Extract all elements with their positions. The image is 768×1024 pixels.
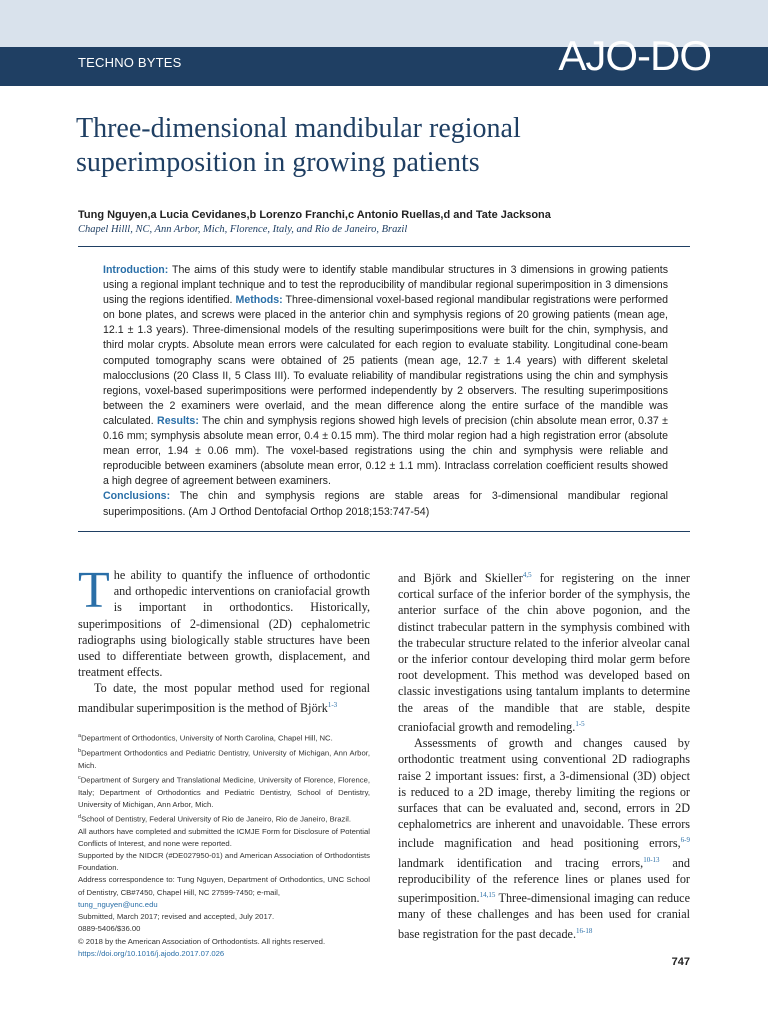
drop-cap: T	[78, 562, 110, 619]
email-link[interactable]: tung_nguyen@unc.edu	[78, 899, 158, 909]
abstract-intro-text: The aims of this study were to identify stable mandibular structures in 3 dimensions in growing patients using a regional implant technique and to test the reproducibility of mandibular regional superimposition in 3 dimensions using the regions identified.	[103, 264, 668, 307]
abstract-conclusions-text: The chin and symphysis regions are stable areas for 3-dimensional mandibular regional superimpositions. (Am J Orthod Dentofacial Orthop 2018;153:747-54)	[103, 490, 668, 518]
journal-banner	[0, 0, 768, 86]
footnote: $^d$School of Dentistry, Federal University of Rio de Janeiro, Rio de Janeiro, Brazil.	[78, 813, 351, 824]
divider	[78, 246, 690, 247]
divider	[78, 531, 690, 532]
citation-link[interactable]: 14,15	[479, 891, 496, 900]
footnote: Address correspondence to: Tung Nguyen, Department of Orthodontics, UNC School of Dentistry, CB#7450, Chapel Hill, NC 27599-7450; e-mail, tung_nguyen@unc.edu	[78, 875, 370, 909]
abstract-conclusions-label: Conclusions:	[103, 490, 171, 503]
footnotes	[78, 730, 370, 960]
doi-link[interactable]: https://doi.org/10.1016/j.ajodo.2017.07.026	[78, 948, 225, 958]
body-paragraph: and Björk and Skieller$^{4,5}$ for registering on the inner cortical surface of the inferior border of the symphysis, the anterior surface of the chin above pogonion, and the distinct trabecular pattern in the symphysis combined with the trabecular structure related to the inferior alveolar canal or the inferior contour developing third molar germ before root development. This method was developed based on classic investigations using tantalum implants to determine the areas of the mandible that are stable, despite craniofacial growth and remodeling.$^{1-5}$	[398, 571, 690, 734]
citation-link[interactable]: 4,5	[522, 571, 532, 579]
abstract-methods-text: Three-dimensional voxel-based regional mandibular registrations were performed on bone plates, and screws were placed in the anterior chin and symphysis regions of 20 growing patients (mean age, 12.1 ± 1.3 years). Three-dimensional models of the resulting superimpositions were built for the chin, symphysis, and third molar crypts. Absolute mean errors were calculated for each region to evaluate stability. Longitudinal cone-beam computed tomography scans were obtained of 25 patients (mean age, 12.7 ± 1.4 years) with different skeletal malocclusions (20 Class II, 5 Class III). To evaluate reliability of mandibular registrations using the chin and symphysis regions, voxel-based superimpositions were performed independently by 2 observers. The resulting superimpositions between the 2 examiners were overlaid, and the mean difference along the entire surface of the mandible was calculated.	[103, 294, 668, 427]
paragraph-text: To date, the most popular method used for regional mandibular superimposition is the method of Björk	[78, 681, 370, 715]
authors-text: Tung Nguyen,a Lucia Cevidanes,b Lorenzo Franchi,c Antonio Ruellas,d and Tate Jacksona	[78, 209, 551, 221]
citation-link[interactable]: 1-3	[327, 700, 338, 709]
footnote: 0889-5406/$36.00	[78, 924, 141, 934]
author-list	[78, 209, 678, 221]
abstract-methods-label: Methods:	[235, 294, 283, 307]
citation-link[interactable]: 1-5	[575, 719, 585, 728]
article-title: Three-dimensional mandibular regional superimposition in growing patients	[76, 113, 521, 178]
footnote: $^b$Department Orthodontics and Pediatric Dentistry, University of Michigan, Ann Arbor, Mich.	[78, 747, 370, 770]
page-number: 747	[671, 956, 690, 968]
journal-logo: AJO-DO	[558, 32, 711, 79]
paragraph-text: he ability to quantify the influence of orthodontic and orthopedic interventions on craniofacial growth is important in orthodontics. Historically, superimpositions of 2-dimensional (2D) cephalometric radiographs using biologically stable structures have been used to differentiate between growth, displacement, and treatment effects.	[78, 568, 370, 680]
footnote: © 2018 by the American Association of Orthodontists. All rights reserved.	[78, 936, 326, 946]
footnote: Submitted, March 2017; revised and accepted, July 2017.	[78, 912, 275, 922]
footnote: $^a$Department of Orthodontics, University of North Carolina, Chapel Hill, NC.	[78, 733, 333, 743]
body-right-column	[398, 567, 690, 942]
body-paragraph: Assessments of growth and changes caused by orthodontic treatment using conventional 2D radiographs raise 2 important issues: first, a 3-dimensional (3D) object is reduced to a 2D image, thereby limiting the regions or surfaces that can be evaluated and, second, errors in 2D cephalometrics are inherent and unavoidable. These errors include magnification and head positioning errors,$^{6-9}$ landmark identification and tracing errors,$^{10-13}$ and reproducibility of the reference lines or planes used for superimposition.$^{14,15}$ Three-dimensional imaging can reduce many of these challenges and has been used for cranial base registration for the past decade.$^{16-18}$	[398, 736, 690, 941]
abstract-intro-label: Introduction:	[103, 264, 169, 276]
body-paragraph	[78, 680, 370, 715]
footnote: $^c$Department of Surgery and Translational Medicine, University of Florence, Florence, Italy; Department of Orthodontics and Pediatric Dentistry, School of Dentistry, University of Michigan, Ann Arbor, Mich.	[78, 774, 370, 809]
abstract-results-label: Results:	[157, 414, 199, 427]
footnote: Supported by the NIDCR (#DE027950-01) and American Association of Orthodontists Foundation.	[78, 851, 370, 873]
body-paragraph	[78, 562, 370, 680]
citation-link[interactable]: 10-13	[643, 855, 660, 864]
abstract-results-text: The chin and symphysis regions showed high levels of precision (chin absolute mean error, 0.37 ± 0.16 mm; symphysis absolute mean error, 0.4 ± 0.15 mm). The third molar region had a high registration error (absolute mean error, 1.94 ± 0.06 mm). The voxel-based registrations using the chin and symphysis were reliable and reproducible between examiners (absolute mean error, 0.12 ± 1.1 mm). Intraclass correlation coefficient results showed a high degree of agreement between examiners.	[103, 414, 668, 488]
affiliation-line: Chapel Hilll, NC, Ann Arbor, Mich, Florence, Italy, and Rio de Janeiro, Brazil	[78, 224, 408, 235]
abstract	[103, 263, 668, 520]
footnote: All authors have completed and submitted the ICMJE Form for Disclosure of Potential Conflicts of Interest, and none were reported.	[78, 826, 370, 848]
citation-link[interactable]: 6-9	[680, 836, 690, 845]
body-left-column	[78, 562, 370, 716]
citation-link[interactable]: 16-18	[576, 926, 593, 935]
section-label: TECHNO BYTES	[78, 55, 182, 70]
